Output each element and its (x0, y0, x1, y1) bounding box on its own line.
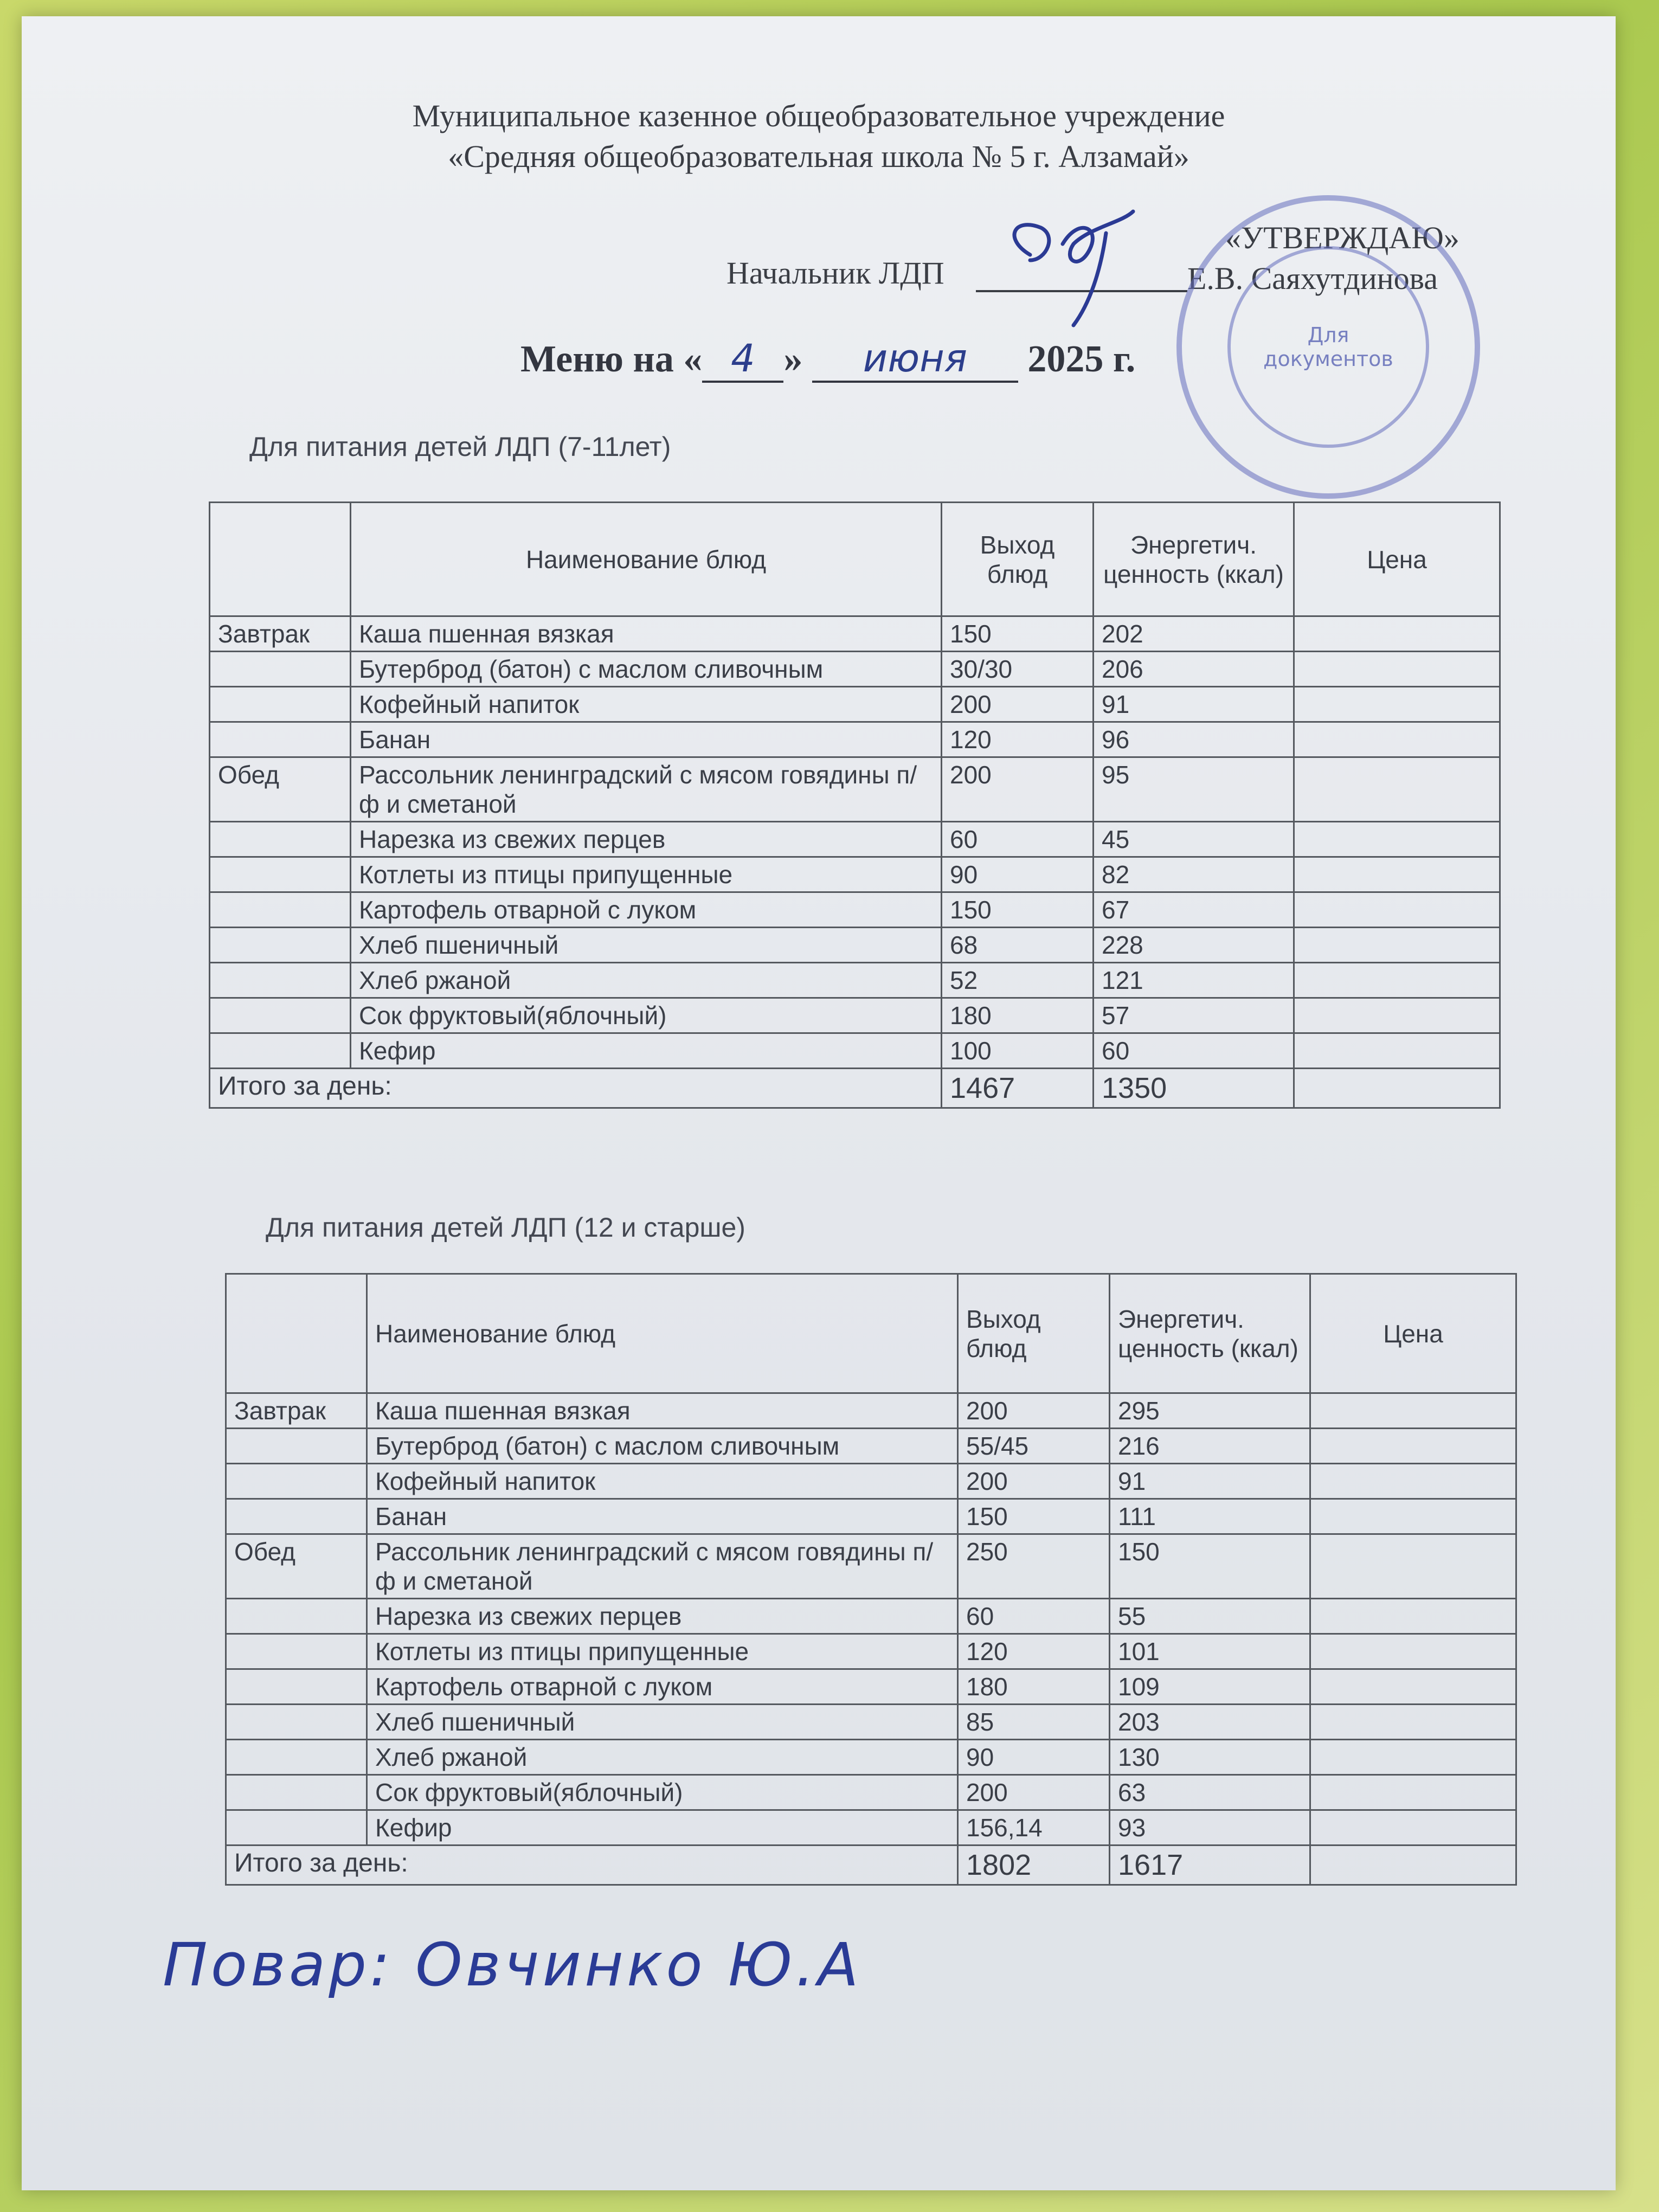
cell-energy: 95 (1094, 757, 1294, 822)
table-row (210, 998, 1500, 1033)
menu-title (520, 336, 1135, 383)
table-row (226, 1534, 1516, 1599)
cell-energy: 216 (1110, 1429, 1310, 1464)
cell-price (1310, 1464, 1516, 1499)
cell-price (1294, 687, 1500, 722)
cell-dish: Картофель отварной с луком (367, 1669, 958, 1705)
table-row (210, 687, 1500, 722)
cell-energy: 121 (1094, 963, 1294, 998)
table-row (226, 1669, 1516, 1705)
table-row (226, 1634, 1516, 1669)
cell-meal: Завтрак (210, 616, 351, 652)
menu-day: 4 (702, 336, 783, 383)
cell-energy: 82 (1094, 857, 1294, 892)
table-row (210, 892, 1500, 928)
cell-price (1294, 928, 1500, 963)
cell-price (1294, 963, 1500, 998)
cell-price (1310, 1634, 1516, 1669)
cell-energy: 91 (1094, 687, 1294, 722)
cell-dish: Кефир (367, 1810, 958, 1846)
table-row (210, 928, 1500, 963)
menu-month: июня (812, 336, 1018, 383)
total-price (1294, 1069, 1500, 1108)
table-row (226, 1775, 1516, 1810)
cell-meal (210, 722, 351, 757)
cell-price (1310, 1429, 1516, 1464)
cell-energy: 57 (1094, 998, 1294, 1033)
cell-meal (210, 652, 351, 687)
cell-meal (210, 963, 351, 998)
cell-output: 200 (942, 757, 1094, 822)
cell-meal: Обед (226, 1534, 367, 1599)
cell-meal (226, 1429, 367, 1464)
cell-dish: Банан (351, 722, 942, 757)
table-header-row (226, 1274, 1516, 1393)
section-1-subtitle: Для питания детей ЛДП (7-11лет) (249, 432, 671, 462)
cell-energy: 45 (1094, 822, 1294, 857)
header-meal (210, 503, 351, 616)
table-row (226, 1393, 1516, 1429)
table-row (210, 963, 1500, 998)
menu-table-7-11 (209, 501, 1501, 1109)
cell-output: 30/30 (942, 652, 1094, 687)
menu-table-12-plus (225, 1273, 1517, 1886)
official-stamp-icon (1176, 195, 1480, 499)
cell-price (1294, 1033, 1500, 1069)
cell-meal: Обед (210, 757, 351, 822)
cell-output: 150 (942, 616, 1094, 652)
total-energy: 1617 (1110, 1846, 1310, 1885)
cell-price (1294, 998, 1500, 1033)
cell-price (1310, 1775, 1516, 1810)
institution-line-2: «Средняя общеобразовательная школа № 5 г. Алзамай» (448, 139, 1189, 174)
cell-price (1310, 1599, 1516, 1634)
chief-label: Начальник ЛДП (726, 255, 944, 291)
cell-dish: Хлеб пшеничный (351, 928, 942, 963)
cell-energy: 295 (1110, 1393, 1310, 1429)
total-label: Итого за день: (210, 1069, 942, 1108)
cell-energy: 96 (1094, 722, 1294, 757)
header-output: Выход блюд (958, 1274, 1110, 1393)
cell-output: 200 (942, 687, 1094, 722)
cell-output: 90 (958, 1740, 1110, 1775)
cell-price (1310, 1534, 1516, 1599)
cell-output: 60 (942, 822, 1094, 857)
cell-energy: 63 (1110, 1775, 1310, 1810)
menu-prefix: Меню на « (520, 338, 703, 380)
cell-meal: Завтрак (226, 1393, 367, 1429)
cell-energy: 101 (1110, 1634, 1310, 1669)
cell-dish: Рассольник ленинградский с мясом говядины п/ф и сметаной (367, 1534, 958, 1599)
table-body (226, 1393, 1516, 1885)
cell-meal (210, 892, 351, 928)
cell-dish: Котлеты из птицы припущенные (367, 1634, 958, 1669)
cell-dish: Нарезка из свежих перцев (351, 822, 942, 857)
cell-dish: Каша пшенная вязкая (351, 616, 942, 652)
cell-dish: Картофель отварной с луком (351, 892, 942, 928)
total-output: 1467 (942, 1069, 1094, 1108)
cell-price (1294, 616, 1500, 652)
cell-output: 55/45 (958, 1429, 1110, 1464)
cell-meal (210, 1033, 351, 1069)
header-energy: Энергетич. ценность (ккал) (1094, 503, 1294, 616)
cell-output: 120 (942, 722, 1094, 757)
cook-signature: Повар: Овчинко Ю.А (163, 1930, 862, 1999)
table-row (210, 722, 1500, 757)
table-body (210, 616, 1500, 1108)
cell-price (1294, 722, 1500, 757)
menu-mid: » (783, 338, 803, 380)
cell-energy: 150 (1110, 1534, 1310, 1599)
table-row (226, 1499, 1516, 1534)
total-row (226, 1846, 1516, 1885)
cell-dish: Сок фруктовый(яблочный) (351, 998, 942, 1033)
table-row (210, 822, 1500, 857)
menu-year: 2025 г. (1027, 338, 1136, 380)
cell-meal (226, 1810, 367, 1846)
cell-dish: Банан (367, 1499, 958, 1534)
cell-output: 68 (942, 928, 1094, 963)
header-price: Цена (1294, 503, 1500, 616)
cell-output: 90 (942, 857, 1094, 892)
cell-price (1310, 1740, 1516, 1775)
document-sheet (22, 16, 1616, 2190)
cell-output: 120 (958, 1634, 1110, 1669)
total-row (210, 1069, 1500, 1108)
cell-meal (226, 1599, 367, 1634)
cell-output: 150 (942, 892, 1094, 928)
cell-output: 52 (942, 963, 1094, 998)
cell-meal (226, 1775, 367, 1810)
cell-price (1310, 1810, 1516, 1846)
header-price: Цена (1310, 1274, 1516, 1393)
cell-meal (226, 1634, 367, 1669)
cell-price (1294, 757, 1500, 822)
cell-dish: Котлеты из птицы припущенные (351, 857, 942, 892)
total-energy: 1350 (1094, 1069, 1294, 1108)
cell-energy: 93 (1110, 1810, 1310, 1846)
cell-meal (210, 998, 351, 1033)
header-dish: Наименование блюд (351, 503, 942, 616)
cell-energy: 91 (1110, 1464, 1310, 1499)
cell-output: 85 (958, 1705, 1110, 1740)
cell-dish: Хлеб пшеничный (367, 1705, 958, 1740)
cell-meal (226, 1499, 367, 1534)
cell-output: 250 (958, 1534, 1110, 1599)
cell-energy: 67 (1094, 892, 1294, 928)
cell-meal (226, 1669, 367, 1705)
cell-energy: 206 (1094, 652, 1294, 687)
table-row (226, 1705, 1516, 1740)
total-output: 1802 (958, 1846, 1110, 1885)
cell-output: 200 (958, 1393, 1110, 1429)
institution-line-1: Муниципальное казенное общеобразовательное учреждение (412, 98, 1225, 133)
cell-price (1294, 652, 1500, 687)
cell-dish: Рассольник ленинградский с мясом говядины п/ф и сметаной (351, 757, 942, 822)
cell-price (1310, 1669, 1516, 1705)
cell-output: 200 (958, 1775, 1110, 1810)
table-row (210, 652, 1500, 687)
cell-meal (210, 822, 351, 857)
cell-meal (210, 928, 351, 963)
cell-output: 180 (942, 998, 1094, 1033)
cell-energy: 109 (1110, 1669, 1310, 1705)
table-row (210, 757, 1500, 822)
cell-energy: 55 (1110, 1599, 1310, 1634)
cell-meal (210, 687, 351, 722)
total-price (1310, 1846, 1516, 1885)
cell-dish: Кофейный напиток (367, 1464, 958, 1499)
header-meal (226, 1274, 367, 1393)
cell-price (1294, 892, 1500, 928)
table-row (226, 1599, 1516, 1634)
cell-dish: Хлеб ржаной (351, 963, 942, 998)
table-row (210, 1033, 1500, 1069)
cell-price (1310, 1705, 1516, 1740)
section-2-subtitle: Для питания детей ЛДП (12 и старше) (266, 1212, 745, 1243)
cell-meal (226, 1740, 367, 1775)
cell-output: 150 (958, 1499, 1110, 1534)
header-output: Выход блюд (942, 503, 1094, 616)
header-energy: Энергетич. ценность (ккал) (1110, 1274, 1310, 1393)
total-label: Итого за день: (226, 1846, 958, 1885)
chief-signature-icon (998, 195, 1171, 336)
cell-energy: 130 (1110, 1740, 1310, 1775)
cell-price (1310, 1393, 1516, 1429)
cell-dish: Кофейный напиток (351, 687, 942, 722)
cell-energy: 202 (1094, 616, 1294, 652)
approval-title: «УТВЕРЖДАЮ» (1225, 220, 1459, 255)
cell-output: 156,14 (958, 1810, 1110, 1846)
table-row (226, 1810, 1516, 1846)
table-row (226, 1429, 1516, 1464)
stamp-text: Для документов (1263, 323, 1393, 371)
approver-name: Е.В. Саяхутдинова (1187, 261, 1438, 296)
cell-meal (226, 1464, 367, 1499)
cell-output: 200 (958, 1464, 1110, 1499)
cell-energy: 60 (1094, 1033, 1294, 1069)
cell-energy: 111 (1110, 1499, 1310, 1534)
cell-energy: 228 (1094, 928, 1294, 963)
cell-dish: Кефир (351, 1033, 942, 1069)
cell-price (1294, 822, 1500, 857)
cell-energy: 203 (1110, 1705, 1310, 1740)
table-row (210, 857, 1500, 892)
cell-dish: Каша пшенная вязкая (367, 1393, 958, 1429)
cell-price (1294, 857, 1500, 892)
table-row (226, 1740, 1516, 1775)
table-row (226, 1464, 1516, 1499)
cell-output: 60 (958, 1599, 1110, 1634)
cell-dish: Бутерброд (батон) с маслом сливочным (351, 652, 942, 687)
cell-meal (226, 1705, 367, 1740)
table-header-row (210, 503, 1500, 616)
cell-dish: Бутерброд (батон) с маслом сливочным (367, 1429, 958, 1464)
stamp-center (1227, 246, 1429, 448)
header-dish: Наименование блюд (367, 1274, 958, 1393)
cell-dish: Сок фруктовый(яблочный) (367, 1775, 958, 1810)
cell-dish: Нарезка из свежих перцев (367, 1599, 958, 1634)
cell-meal (210, 857, 351, 892)
cell-output: 180 (958, 1669, 1110, 1705)
cell-price (1310, 1499, 1516, 1534)
table-row (210, 616, 1500, 652)
cell-output: 100 (942, 1033, 1094, 1069)
cell-dish: Хлеб ржаной (367, 1740, 958, 1775)
